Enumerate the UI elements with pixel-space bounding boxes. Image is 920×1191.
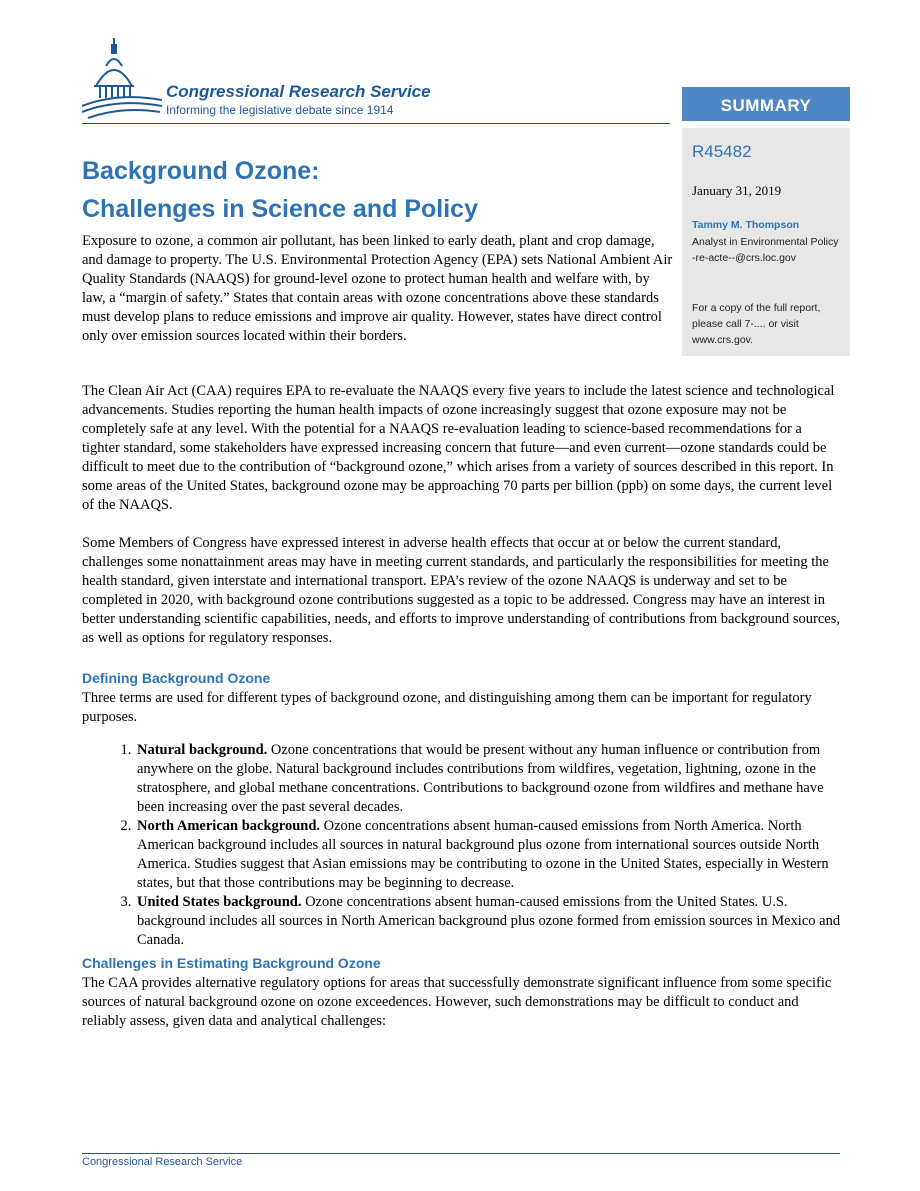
intro-paragraph: Exposure to ozone, a common air pollutant, has been linked to early death, plant and crop damage, and damage to property. The U.S. Environmental Protection Agency (EPA) sets National Ambient Air Quality Standards (NAAQS) for ground-level ozone to protect human health and welfare with, by law, a “margin of safety.” States that contain areas with ozone concentrations above these standards must develop plans to reduce emissions and improve air quality. However, states have direct control only over emission sources located within their borders.	[82, 233, 673, 344]
summary-banner	[682, 87, 850, 121]
title-line-1: Background Ozone:	[82, 157, 320, 185]
author-name: Tammy M. Thompson	[692, 219, 800, 231]
author-title: Analyst in Environmental Policy	[692, 236, 839, 248]
section-paragraph: The CAA provides alternative regulatory options for areas that successfully demonstrate significant influence from some specific sources of natural background ozone on ozone exceedences. However, such demonstrations may be difficult to conduct and reliably assess, given data and analytical challenges:	[82, 975, 832, 1029]
item-label: North American background.	[137, 818, 321, 834]
item-label: United States background.	[137, 894, 302, 910]
crs-logo	[82, 36, 482, 124]
footer-text: Congressional Research Service	[82, 1156, 243, 1168]
author-email[interactable]: -re-acte--@crs.loc.gov	[692, 252, 797, 264]
copy-note: For a copy of the full report, please call 7-.... or visit www.crs.gov.	[692, 302, 821, 346]
item-text: Ozone concentrations that would be present without any human influence or contribution from anywhere on the globe. Natural background includes contributions from wildfires, vegetation, lightning, ozone in the stratosphere, and global methane concentrations. Contributions to background ozone from wildfires and methane have been increasing over the past several decades.	[137, 742, 824, 815]
capitol-dome-icon	[82, 36, 162, 124]
report-date: January 31, 2019	[692, 183, 782, 198]
header-divider	[82, 123, 670, 124]
list-item	[135, 893, 842, 950]
background-types-list	[82, 741, 842, 950]
report-number: R45482	[692, 142, 752, 161]
org-tagline: Informing the legislative debate since 1914	[166, 103, 394, 117]
item-text: Ozone concentrations absent human-caused emissions from North America. North American background includes all sources in natural background plus ozone from international sources outside North America. Studies suggest that Asian emissions may be contributing to ozone in the United States, especially in Western states, but that those contributions may be beginning to decrease.	[137, 818, 829, 891]
org-name: Congressional Research Service	[166, 82, 431, 101]
item-label: Natural background.	[137, 742, 268, 758]
body-paragraph: Some Members of Congress have expressed interest in adverse health effects that occur at or below the current standard, challenges some nonattainment areas may have in meeting current standards, and particularly the responsibilities for meeting the health standard, given interstate and international transport. EPA’s review of the ozone NAAQS is underway and set to be completed in 2020, with background ozone contributions suggested as a topic to be addressed. Congress may have an interest in better understanding scientific capabilities, needs, and efforts to improve understanding of contributions from background sources, as well as options for regulatory responses.	[82, 535, 840, 646]
footer-divider	[82, 1153, 840, 1154]
intro-section	[82, 232, 674, 365]
section-heading-challenges: Challenges in Estimating Background Ozone	[82, 955, 381, 971]
body-paragraph: The Clean Air Act (CAA) requires EPA to re-evaluate the NAAQS every five years to include the latest science and technological advancements. Studies reporting the human health impacts of ozone increasingly suggest that ozone exposure may not be completely safe at any level. With the potential for a NAAQS re-evaluation leading to science-based recommendations for a tighter standard, some stakeholders have expressed increasing concern that future—and even current—ozone standards could be difficult to meet due to the contribution of “background ozone,” which arises from a variety of sources described in this report. In some areas of the United States, background ozone may be approaching 70 parts per billion (ppb) on some days, the current level of the NAAQS.	[82, 383, 835, 513]
report-sidebar	[682, 128, 850, 356]
title-line-2: Challenges in Science and Policy	[82, 195, 478, 223]
section-heading-defining: Defining Background Ozone	[82, 670, 271, 686]
author-info	[692, 234, 844, 266]
section-lead: Three terms are used for different types of background ozone, and distinguishing among them can be important for regulatory purposes.	[82, 690, 812, 725]
summary-label: SUMMARY	[720, 96, 812, 115]
list-item	[135, 817, 842, 893]
list-item	[135, 741, 842, 817]
page-title	[82, 152, 478, 228]
main-body	[82, 382, 842, 1050]
item-text: Ozone concentrations absent human-caused emissions from the United States. U.S. background includes all sources in North American background plus ozone formed from emission sources in Mexico and Canada.	[137, 894, 841, 948]
